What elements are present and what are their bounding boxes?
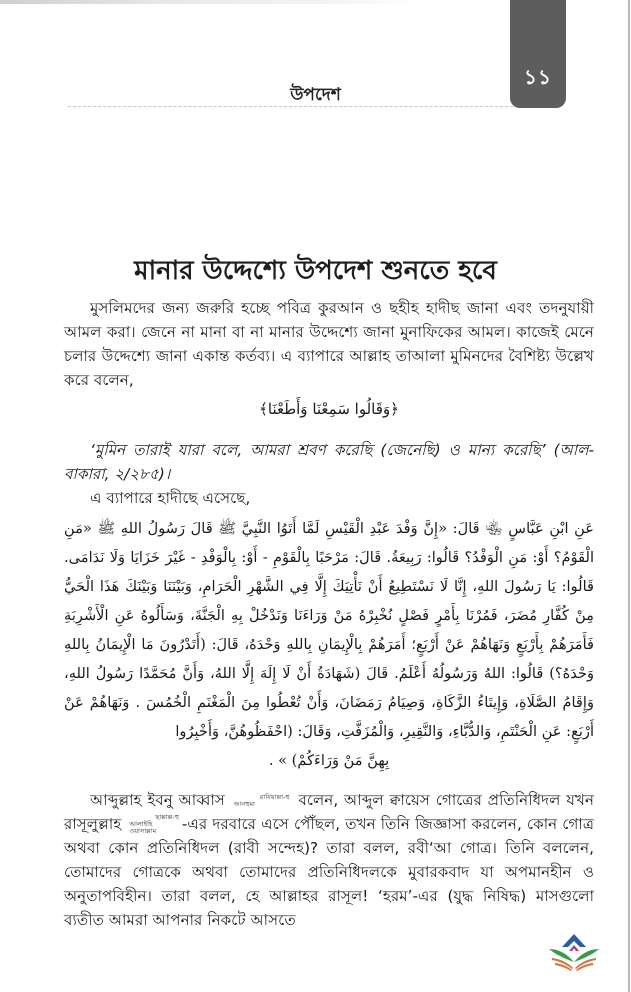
translation-reference: (আল-বাকারা, ২/২৮৫)।	[64, 441, 594, 483]
ayah-translation	[64, 438, 594, 486]
honor-line: আনহুমা	[233, 799, 255, 808]
intro-paragraph: মুসলিমদের জন্য জরুরি হচ্ছে পবিত্র কুরআন ও ছহীহ হাদীছ জানা এবং তদনুযায়ী আমল করা। জেনে না মানা বা না মানার উদ্দেশ্যে জানা মুনাফিকের আমল। কাজেই মেনে চলার উদ্দেশ্যে জানা একান্ত কর্তব্য। এ ব্যাপারে আল্লাহ তাআলা মুমিনদের বৈশিষ্ট্য উল্লেখ করে বলেন,	[64, 299, 594, 389]
page-number: ১১	[524, 65, 552, 89]
hadith-line: الْأَشْرِبَةِ فَأَمَرَهُمْ بِأَرْبَعٍ وَنَهَاهُمْ عَنْ أَرْبَعٍ؛ أَمَرَهُمْ بِالْإِيمَانِ بِاللهِ وَحْدَهُ، قَالَ: (أَتَدْرُونَ مَا	[64, 607, 594, 653]
chapter-title: মানার উদ্দেশ্যে উপদেশ শুনতে হবে	[134, 256, 497, 286]
hadith-intro-section	[64, 486, 594, 510]
translation-quote: ‘মুমিন তারাই যারা বলে, আমরা শ্রবণ করেছি (জেনেছি) ও মান্য করেছি’	[90, 441, 546, 459]
hadith-line: الْإِيمَانُ بِاللهِ وَحْدَهُ؟) قَالُوا: اللهُ وَرَسُولُهُ أَعْلَمُ. قَالَ (شَهَادَةُ أَنْ لَا إِلَهَ إِلَّا اللهُ، وَأَنَّ مُحَمَّدًا	[64, 636, 595, 682]
hadith-line: عَنِ ابْنِ عَبَّاسٍ ﵄ قَالَ: «إِنَّ وَفْدَ عَبْدِ الْقَيْسِ لَمَّا أَتَوُا النَّبِيَّ ﷺ قَالَ رَسُولُ اللهِ ﷺ	[97, 520, 595, 537]
honor-line: ওয়াসাল্লাম	[129, 827, 157, 835]
hadith-line: . وَنَهَاهُمْ عَنْ أَرْبَعٍ: عَنِ الْحَنْتَمِ، وَالدُّبَّاءِ، وَالنَّقِيرِ، وَالْمُزَفَّتِ، وَقَالَ: (احْفَظُوهُنَّ، وَأَخْبِرُوا	[64, 694, 594, 740]
hadith-line-last: بِهِنَّ مَنْ وَرَاءَكُمْ) » .	[268, 752, 390, 769]
hadith-line: رَسُولُ اللهِ، وَإِقَامُ الصَّلَاةِ، وَإِيتَاءُ الزَّكَاةِ، وَصِيَامُ رَمَضَانَ، وَأَنْ تُعْطُوا مِنَ الْمَغْنَمِ الْخُمُسَ	[64, 665, 595, 711]
commentary-part-1: আব্দুল্লাহ ইবনু আব্বাস	[90, 791, 225, 809]
commentary-paragraph	[64, 788, 594, 932]
running-header: উপদেশ	[290, 85, 341, 105]
honor-line: ছাল্লাল্ল-হু	[155, 813, 179, 821]
header-divider	[68, 106, 513, 107]
sallallahu-alaihi-wasallam-icon	[129, 814, 178, 835]
logo-inner-chevron	[569, 945, 579, 951]
scan-top-shadow	[0, 0, 420, 4]
radiyallahu-anhuma-icon	[234, 794, 290, 808]
hadith-line: «مَنِ الْقَوْمُ؟ أَوْ: مَنِ الْوَفْدُ؟ قَالُوا: رَبِيعَةُ. قَالَ: مَرْحَبًا بِالْقَوْمِ - أَوْ: بِالْوَفْدِ - غَيْرَ خَزَايَا وَلَا	[64, 520, 594, 566]
translation-text	[64, 438, 594, 486]
hadith-intro: এ ব্যাপারে হাদীছে এসেছে,	[90, 489, 251, 507]
commentary-part-2: বলেন, আব্দুল ক্বায়েস গোত্রের প্রতিনিধিদল যখন রাসূলুল্লাহ	[64, 791, 595, 833]
hadith-line: هَذَا الْحَيُّ مِنْ كُفَّارِ مُضَرَ، فَمُرْنَا بِأَمْرٍ فَصْلٍ نُخْبِرْهُ مَنْ وَرَاءَنَا وَنَدْخُلْ بِهِ الْجَنَّةَ، وَسَأَلُوهُ عَنِ	[64, 578, 594, 624]
intro-section	[64, 296, 594, 392]
page-edge-line	[628, 0, 630, 992]
honor-line: আলাইহি	[129, 820, 153, 828]
hadith-line: نَدَامَى. قَالُوا: يَا رَسُولَ اللهِ، إِنَّا لَا نَسْتَطِيعُ أَنْ نَأْتِيَكَ إِلَّا فِي الشَّهْرِ الْحَرَامِ، وَبَيْنَنَا وَبَيْنَكَ	[64, 549, 595, 595]
commentary-section	[64, 788, 594, 932]
publisher-book-logo-icon	[546, 932, 602, 974]
honor-line: রাযিয়াল্লা-হু	[259, 792, 290, 801]
hadith-arabic-text	[64, 514, 594, 775]
quran-ayah: ﴿وَقَالُوا سَمِعْنَا وَأَطَعْنَا﴾	[259, 400, 399, 418]
commentary-part-3: -এর দরবারে এসে পৌঁছল, তখন তিনি জিজ্ঞাসা করলেন, কোন গোত্র অথবা কোন প্রতিনিধিদল (রাবী সন্দেহ)? তারা বলল, রবী‘আ গোত্র। তিনি বললেন, তোমাদের গোত্রকে অথবা তোমাদের প্রতিনিধিদলকে মুবারকবাদ যা অপমানহীন ও অনুতাপবিহীন। তারা বলল, হে আল্লাহর রাসূল! ‘হরম’-এর (যুদ্ধ নিষিদ্ধ) মাসগুলো ব্যতীত আমরা আপনার নিকটে আসতে	[64, 815, 594, 929]
